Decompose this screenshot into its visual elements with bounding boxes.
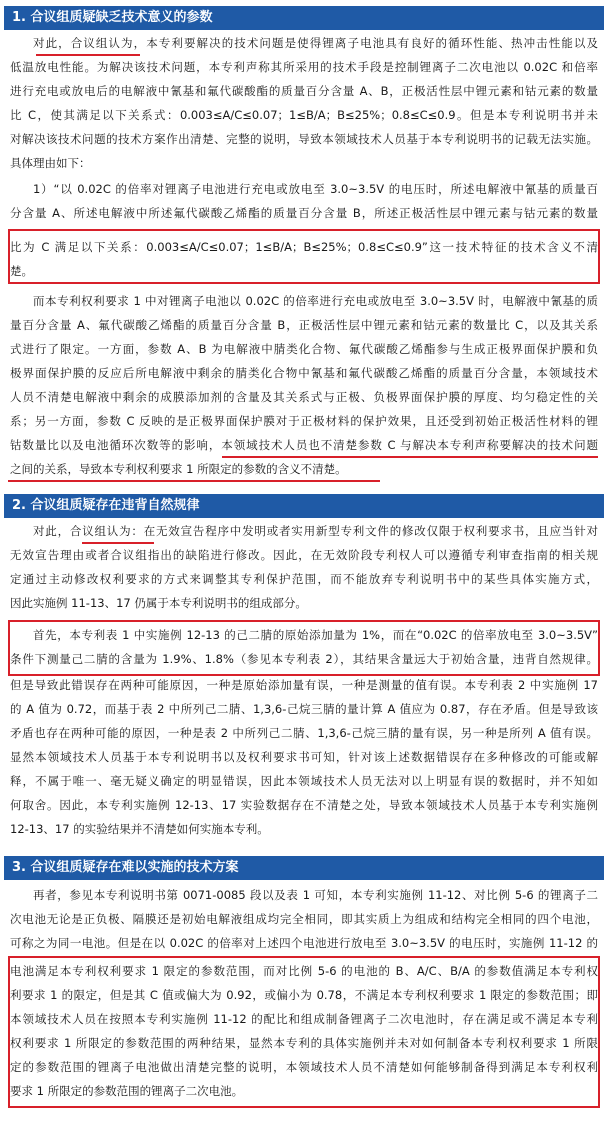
- s2-p2-line-3: 但是导致此错误存在两种可能原因，一种是原始添加量有误，一种是测量的值有误。本专利表 2 中实施例 17: [10, 678, 598, 692]
- s1-p1-line-2: 低温放电性能。为解决该技术问题，本专利声称其所采用的技术手段是控制锂离子二次电池以 0.02C 和倍率: [10, 60, 598, 74]
- s3-p1-line-3: 可称之为同一电池。但是在以 0.02C 的倍率对上述四个电池进行放电至 3.0~3.5V 的电压时，实施例 11-12 的: [10, 936, 598, 950]
- underline-conclusion-1a: [222, 456, 598, 458]
- s3-p1-line-2: 次电池无论是正负极、隔膜还是初始电解液组成均完全相同，即其实质上为组成和结构完全相同的四个电池，: [10, 912, 598, 926]
- s3-p1-line-1: 再者，参见本专利说明书第 0071-0085 段以及表 1 可知，本专利实施例 11-12、对比例 5-6 的锂离子二: [33, 888, 598, 902]
- s2-p2-line-5: 矛盾也存在两种可能的原因，一种是表 2 中所列己二腈、1,3,6-己烷三腈的量有误，另一种是所列 A 值有误。: [10, 726, 598, 740]
- s2-p1-line-4: 因此实施例 11-13、17 仍属于本专利说明书的组成部分。: [10, 596, 307, 610]
- s1-p3-line-5: 人员不清楚电解液中剩余的成膜添加剂的含量及其关系式与正极、负极界面保护膜的厚度、均匀稳定性的关: [10, 390, 598, 404]
- s2-p2-line-9: 12-13、17 的实验结果并不清楚如何实施本专利。: [10, 822, 269, 836]
- section-1-title: 1. 合议组质疑缺乏技术意义的参数: [4, 6, 604, 30]
- s1-p3-line-6: 系；另一方面，参数 C 反映的是正极界面保护膜对于正极材料的保护效果，且还受到初始正极活性材料的锂: [10, 414, 598, 428]
- s1-p2-line-1: 1）“以 0.02C 的倍率对锂离子电池进行充电或放电至 3.0~3.5V 的电压时，所述电解液中氰基的质量百: [33, 182, 598, 196]
- s3-p1-line-4: 电池满足本专利权利要求 1 限定的参数范围，而对比例 5-6 的电池的 B、A/C、B/A 的参数值满足本专利权: [10, 964, 598, 978]
- s1-p2-line-2: 分含量 A、所述电解液中所述氟代碳酸乙烯酯的质量百分含量 B，所述正极活性层中锂元素与钴元素的数量: [10, 206, 598, 220]
- highlight-box-2: [8, 620, 600, 676]
- s2-p2-line-6: 显然本领域技术人员基于本专利说明书以及权利要求书可知，针对该上述数据错误存在多种修改的可能或解: [10, 750, 598, 764]
- s1-p1-line-7: 具体理由如下：: [10, 156, 91, 170]
- s3-p1-line-5: 利要求 1 的限定，但是其 C 值或偏大为 0.92，或偏小为 0.78，不满足本专利权利要求 1 限定的参数范围；即: [10, 988, 598, 1002]
- s2-p2-line-8: 何取舍。因此，本专利实施例 12-13、17 实验数据存在不清楚之处，导致本领域技术人员基于本专利实施例: [10, 798, 598, 812]
- s1-p3-line-2: 量百分含量 A、氟代碳酸乙烯酯的质量百分含量 B，正极活性层中锂元素和钴元素的数量比 C，以及其关系: [10, 318, 598, 332]
- s1-p2-line-3: 比为 C 满足以下关系：0.003≤A/C≤0.07；1≤B/A；B≤25%；0.8≤C≤0.9”这一技术特征的技术含义不清: [10, 240, 598, 254]
- s2-p2-line-7: 释，不属于唯一、毫无疑义确定的明显错误，因此本领域技术人员无法对以上明显有误的数据时，并不知如: [10, 774, 598, 788]
- underline-he-yi-zu-ren-wei: [36, 54, 140, 56]
- highlight-box-1: [8, 229, 600, 284]
- s2-p1-line-3: 定通过主动修改权利要求的方式来调整其专利保护范围，而不能放弃专利说明书中的某些具体实施方式，: [10, 572, 598, 586]
- s1-p3-line-7: 钴数量比以及电池循环次数等的影响，本领域技术人员也不清楚参数 C 与解决本专利声称要解决的技术问题: [10, 438, 598, 452]
- s3-p1-line-6: 本领域技术人员在按照本专利实施例 11-12 的配比和组成制备锂离子二次电池时，存在满足或不满足本专利: [10, 1012, 598, 1026]
- highlight-box-3: [8, 956, 600, 1108]
- underline-conclusion-1b: [8, 480, 380, 482]
- s1-p1-line-3: 进行充电或放电后的电解液中氰基和氟代碳酸酯的质量百分含量 A、B，正极活性层中锂元素和钴元素的数量: [10, 84, 598, 98]
- s1-p1-line-5: 对解决该技术问题的技术方案作出清楚、完整的说明，导致本领域技术人员基于本专利说明书的记载无法实施。: [10, 132, 598, 146]
- s2-p1-line-2: 无效宣告理由或者合议组指出的缺陷进行修改。因此，在无效阶段专利权人可以遵循专利审查指南的相关规: [10, 548, 598, 562]
- underline-he-yi-zu-ren-wei-2: [82, 542, 154, 544]
- s2-p2-line-2: 条件下测量己二腈的含量为 1.9%、1.8%（参见本专利表 2），其结果含量远大于初始含量，违背自然规律。: [10, 652, 598, 666]
- s2-p2-line-1: 首先，本专利表 1 中实施例 12-13 的己二腈的原始添加量为 1%，而在“0.02C 的倍率放电至 3.0~3.5V”: [33, 628, 598, 642]
- s1-p3-line-8: 之间的关系，导致本专利权利要求 1 所限定的参数的含义不清楚。: [10, 462, 347, 476]
- s1-p1-line-4: 比 C，使其满足以下关系式：0.003≤A/C≤0.07；1≤B/A；B≤25%；0.8≤C≤0.9。但是本专利说明书并未: [10, 108, 598, 122]
- s2-p1-line-1: 对此，合议组认为：在无效宣告程序中发明或者实用新型专利文件的修改仅限于权利要求书，且应当针对: [33, 524, 598, 538]
- s3-p1-line-8: 定的参数范围的锂离子电池做出清楚完整的说明，本领域技术人员不清楚如何能够制备得到满足本专利权利: [10, 1060, 598, 1074]
- section-3-title: 3. 合议组质疑存在难以实施的技术方案: [4, 856, 604, 880]
- s3-p1-line-9: 要求 1 所限定的参数范围的锂离子二次电池。: [10, 1084, 244, 1098]
- s2-p2-line-4: 的 A 值为 0.72，而基于表 2 中所列己二腈、1,3,6-己烷三腈的量计算 A 值应为 0.87，存在矛盾。但是导致该: [10, 702, 598, 716]
- s1-p3-line-4: 极界面保护膜的反应后所电解液中剩余的腈类化合物中氰基和氟代碳酸乙烯酯的质量百分含量，本领域技术: [10, 366, 598, 380]
- s1-p3-line-1: 而本专利权利要求 1 中对锂离子电池以 0.02C 的倍率进行充电或放电至 3.0~3.5V 时，电解液中氰基的质: [33, 294, 598, 308]
- s1-p3-line-3: 式进行了限定。一方面，参数 A、B 为电解液中腈类化合物、氟代碳酸乙烯酯参与生成正极界面保护膜和负: [10, 342, 598, 356]
- s1-p2-line-4: 楚。: [10, 264, 33, 278]
- s3-p1-line-7: 权利要求 1 所限定的参数范围的两种结果，显然本专利的具体实施例并未对如何制备本专利权利要求 1 所限: [10, 1036, 598, 1050]
- s1-p1-line-1: 对此，合议组认为，本专利要解决的技术问题是使得锂离子电池具有良好的循环性能、热冲击性能以及: [33, 36, 598, 50]
- section-2-title: 2. 合议组质疑存在违背自然规律: [4, 494, 604, 518]
